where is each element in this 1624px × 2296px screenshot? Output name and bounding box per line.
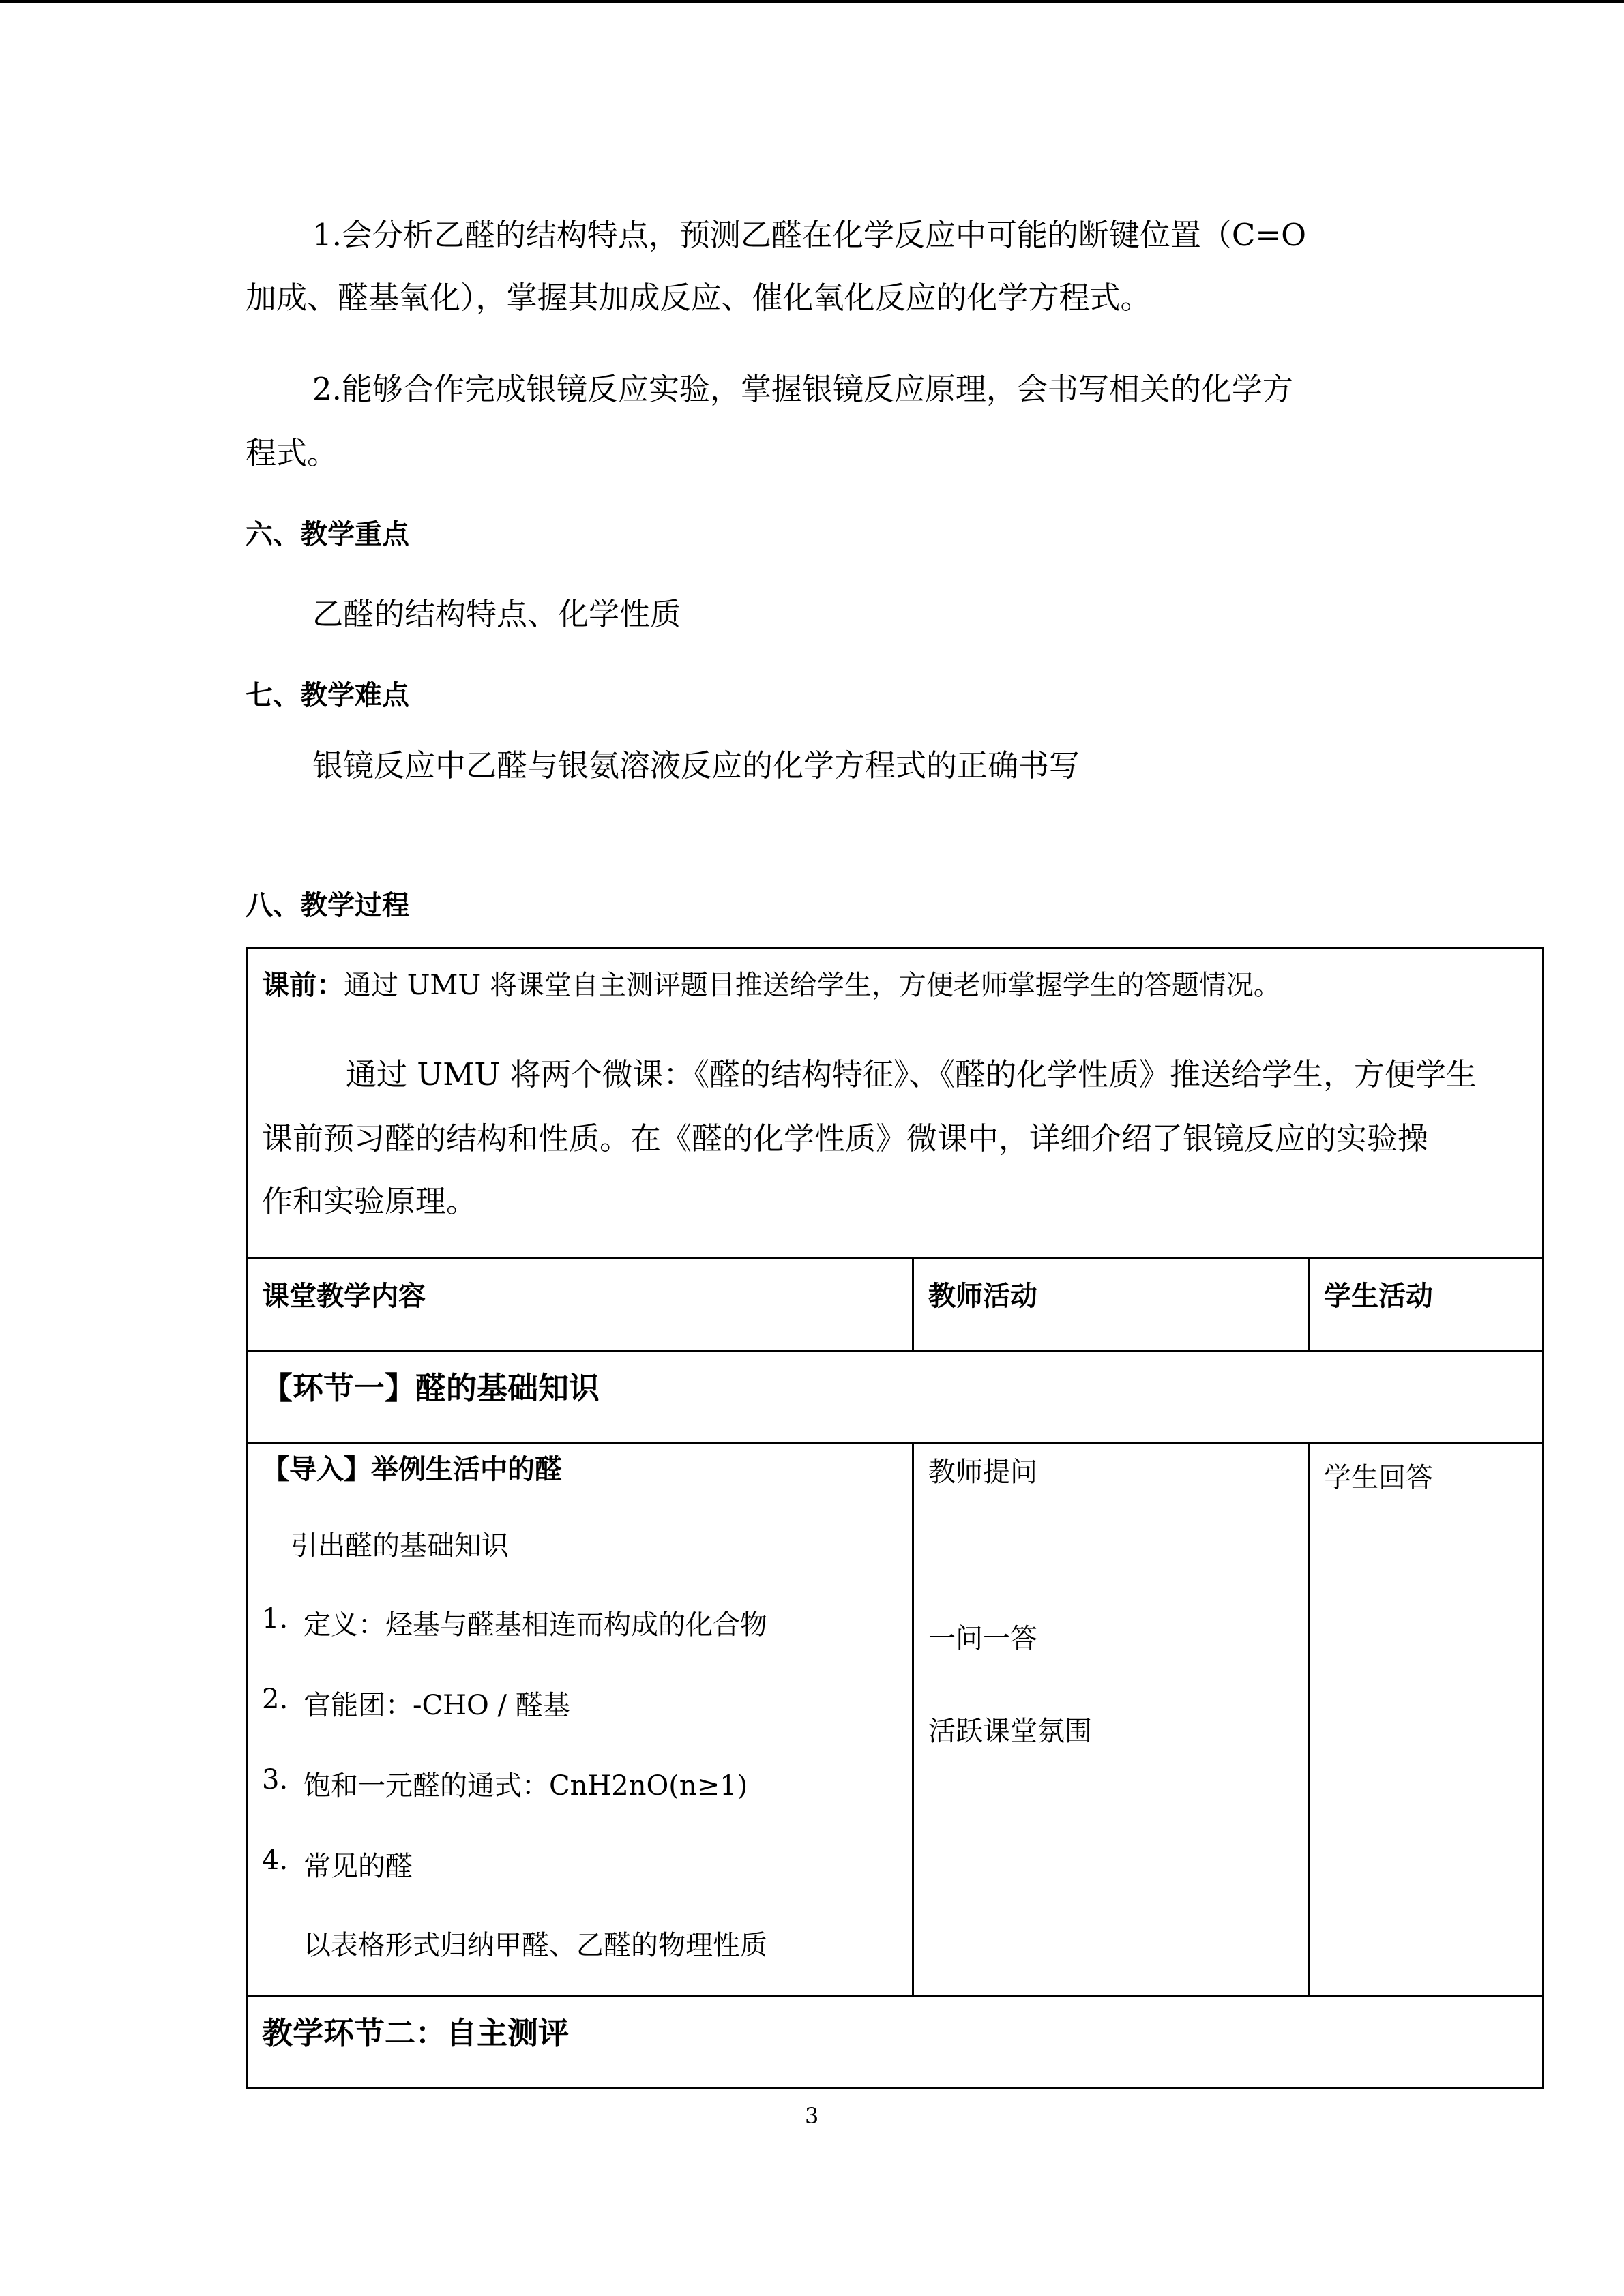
- list-item-4-text: 常见的醛: [304, 1851, 413, 1882]
- section-7-text: 银镜反应中乙醛与银氨溶液反应的化学方程式的正确书写: [312, 747, 1080, 784]
- row-line-4: [246, 1995, 1544, 1997]
- pre-class-para-line-1: 通过 UMU 将两个微课：《醛的结构特征》、《醛的化学性质》推送给学生，方便学生: [346, 1056, 1477, 1092]
- section-7-heading: 七、教学难点: [246, 680, 409, 711]
- intro-lead: 引出醛的基础知识: [291, 1530, 509, 1562]
- objective-1-line-2: 加成、醛基氧化），掌握其加成反应、催化氧化反应的化学方程式。: [246, 280, 1151, 316]
- table-border-left: [246, 947, 248, 2089]
- intro-note: 以表格形式归纳甲醛、乙醛的物理性质: [304, 1930, 767, 1961]
- teacher-qa: 一问一答: [928, 1623, 1037, 1654]
- list-item-2-text: 官能团：-CHO / 醛基: [304, 1690, 570, 1721]
- section-8-heading: 八、教学过程: [246, 890, 409, 921]
- table-border-bottom: [246, 2087, 1544, 2089]
- header-student: 学生活动: [1324, 1281, 1433, 1312]
- teacher-atmosphere: 活跃课堂氛围: [928, 1716, 1092, 1747]
- pre-class-para-line-2: 课前预习醛的结构和性质。在《醛的化学性质》微课中，详细介绍了银镜反应的实验操: [262, 1120, 1429, 1157]
- section-6-heading: 六、教学重点: [246, 519, 409, 550]
- col-line-1b: [912, 1442, 914, 1997]
- col-line-2a: [1308, 1257, 1310, 1352]
- list-item-1-num: 1.: [262, 1603, 289, 1635]
- pre-class-label: 课前：: [262, 970, 344, 1001]
- teacher-ask: 教师提问: [928, 1457, 1037, 1488]
- table-border-top: [246, 947, 1544, 949]
- list-item-2-num: 2.: [262, 1684, 289, 1715]
- intro-title: 【导入】举例生活中的醛: [262, 1454, 562, 1485]
- objective-2-line-1: 2.能够合作完成银镜反应实验，掌握银镜反应原理，会书写相关的化学方: [312, 371, 1293, 407]
- student-answer: 学生回答: [1324, 1462, 1433, 1493]
- objective-1-line-1: 1.会分析乙醛的结构特点，预测乙醛在化学反应中可能的断键位置（C=O: [312, 217, 1306, 253]
- col-line-2b: [1308, 1442, 1310, 1997]
- header-content: 课堂教学内容: [262, 1281, 426, 1312]
- pre-class-text: 通过 UMU 将课堂自主测评题目推送给学生，方便老师掌握学生的答题情况。: [344, 970, 1281, 1001]
- header-teacher: 教师活动: [928, 1281, 1037, 1312]
- section-1-title: 【环节一】醛的基础知识: [262, 1370, 600, 1406]
- section-2-title: 教学环节二：自主测评: [262, 2015, 570, 2051]
- pre-class-line: [262, 964, 1281, 1002]
- section-6-text: 乙醛的结构特点、化学性质: [312, 596, 681, 632]
- list-item-3-num: 3.: [262, 1764, 289, 1795]
- list-item-4-num: 4.: [262, 1845, 289, 1876]
- objective-2-line-2: 程式。: [246, 435, 338, 471]
- teaching-process-table: [246, 947, 1544, 2089]
- page-number: 3: [805, 2103, 819, 2129]
- list-item-1-text: 定义：烃基与醛基相连而构成的化合物: [304, 1609, 767, 1641]
- table-border-right: [1542, 947, 1544, 2089]
- row-line-1: [246, 1257, 1544, 1259]
- col-line-1a: [912, 1257, 914, 1352]
- top-border-line: [0, 0, 1624, 3]
- pre-class-para-line-3: 作和实验原理。: [262, 1183, 477, 1219]
- row-line-3: [246, 1442, 1544, 1444]
- row-line-2: [246, 1350, 1544, 1352]
- list-item-3-text: 饱和一元醛的通式：CnH2nO(n≥1): [304, 1770, 748, 1802]
